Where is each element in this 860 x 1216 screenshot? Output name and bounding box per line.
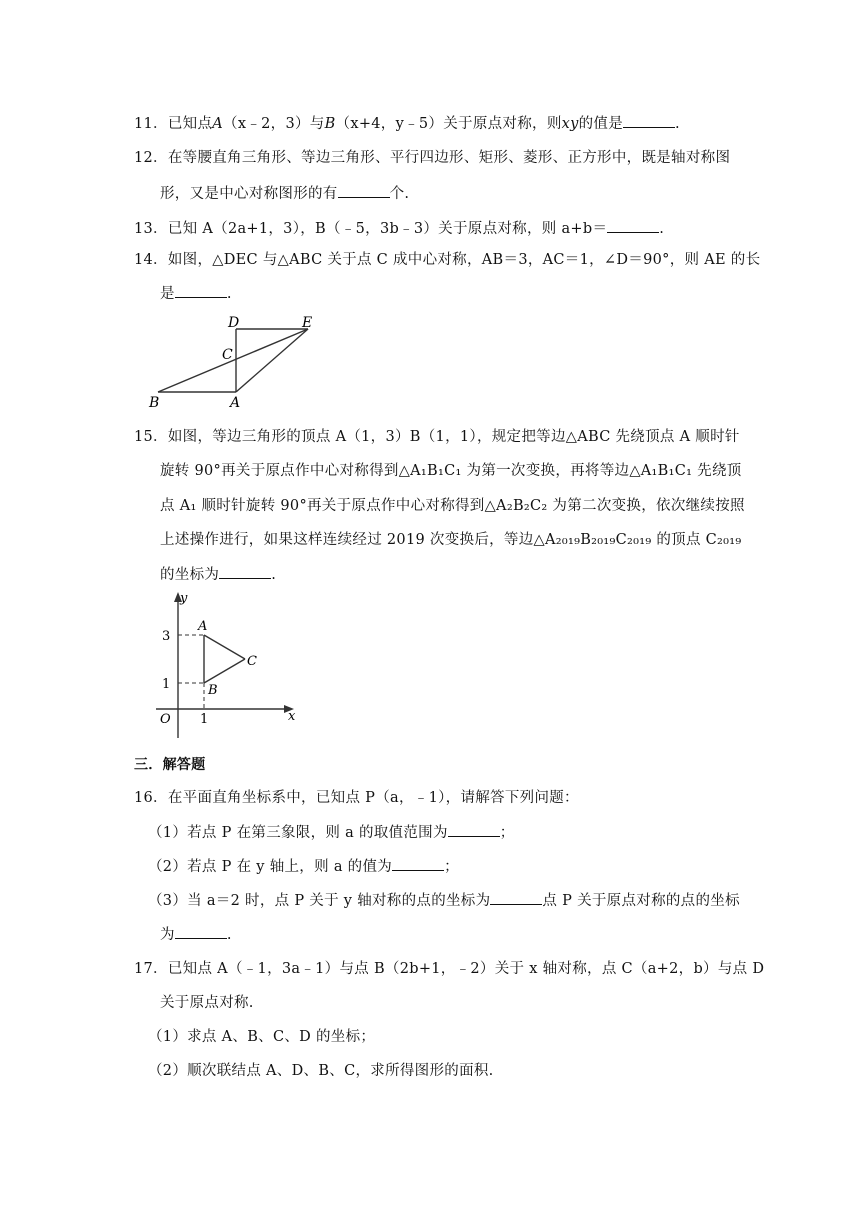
question-12: 12．在等腰直角三角形、等边三角形、平行四边形、矩形、菱形、正方形中，既是轴对称图 xyxy=(134,150,731,166)
question-17-part1: （1）求点 A、B、C、D 的坐标； xyxy=(148,1029,376,1045)
question-14-line2: 是 . xyxy=(160,283,232,304)
question-14: 14．如图，△DEC 与△ABC 关于点 C 成中心对称，AB＝3，AC＝1，∠D＝90°，则 AE 的长 xyxy=(134,252,761,268)
label-A: A xyxy=(230,395,241,410)
label-C: C xyxy=(247,654,257,669)
section-heading: 三．解答题 xyxy=(134,757,206,773)
label-A: A xyxy=(198,619,208,634)
tick-label-1: 1 xyxy=(162,677,171,692)
question-17-line2: 关于原点对称. xyxy=(160,995,254,1011)
question-16: 16．在平面直角坐标系中，已知点 P（a，﹣1），请解答下列问题： xyxy=(134,790,579,806)
answer-blank[interactable] xyxy=(175,283,227,298)
tick-label-3: 3 xyxy=(162,629,171,644)
label-C: C xyxy=(222,347,233,363)
axis-label-x: x xyxy=(288,709,296,724)
answer-blank[interactable] xyxy=(607,218,659,233)
label-E: E xyxy=(302,315,313,331)
question-17-part2: （2）顺次联结点 A、D、B、C，求所得图形的面积. xyxy=(148,1063,494,1079)
axis-label-y: y xyxy=(180,591,188,606)
label-B: B xyxy=(149,395,160,410)
question-number: 12． xyxy=(134,150,168,166)
answer-blank[interactable] xyxy=(392,856,444,871)
label-B: B xyxy=(208,683,218,698)
question-12-line2: 形，又是中心对称图形的有 个. xyxy=(160,183,409,204)
label-D: D xyxy=(228,315,240,331)
question-15-line5: 的坐标为 . xyxy=(160,564,276,585)
question-number: 14． xyxy=(134,252,168,268)
question-number: 13． xyxy=(134,221,168,237)
answer-blank[interactable] xyxy=(175,924,227,939)
figure-triangles-dec-abc xyxy=(140,310,330,410)
question-15-line2: 旋转 90°再关于原点作中心对称得到△A₁B₁C₁ 为第一次变换，再将等边△A₁B₁C₁ 先绕顶 xyxy=(160,463,742,479)
answer-blank[interactable] xyxy=(338,183,390,198)
answer-blank[interactable] xyxy=(219,564,271,579)
question-16-part2: （2）若点 P 在 y 轴上，则 a 的值为 ； xyxy=(148,856,459,877)
answer-blank[interactable] xyxy=(490,890,542,905)
origin-label: O xyxy=(160,712,171,727)
answer-blank[interactable] xyxy=(448,822,500,837)
question-17: 17．已知点 A（﹣1，3a﹣1）与点 B（2b+1，﹣2）关于 x 轴对称，点 C（a+2，b）与点 D xyxy=(134,961,765,977)
question-16-part3: （3）当 a＝2 时，点 P 关于 y 轴对称的点的坐标为 点 P 关于原点对称的点的坐标 xyxy=(148,890,740,911)
question-11: 11．已知点A（x﹣2，3）与B（x+4，y﹣5）关于原点对称，则xy的值是 . xyxy=(134,113,680,134)
question-16-part1: （1）若点 P 在第三象限，则 a 的取值范围为 ； xyxy=(148,822,515,843)
question-15: 15．如图，等边三角形的顶点 A（1，3）B（1，1），规定把等边△ABC 先绕顶点 A 顺时针 xyxy=(134,429,740,445)
question-16-part3-line2: 为 . xyxy=(160,924,232,945)
figure-coordinate-triangle xyxy=(150,588,310,744)
question-number: 17． xyxy=(134,961,168,977)
question-number: 11． xyxy=(134,116,168,132)
question-13: 13．已知 A（2a+1，3），B（﹣5，3b﹣3）关于原点对称，则 a+b＝ . xyxy=(134,218,664,239)
question-number: 16． xyxy=(134,790,168,806)
question-number: 15． xyxy=(134,429,168,445)
answer-blank[interactable] xyxy=(623,113,675,128)
question-15-line4: 上述操作进行，如果这样连续经过 2019 次变换后，等边△A₂₀₁₉B₂₀₁₉C₂₀₁₉ 的顶点 C₂₀₁₉ xyxy=(160,532,742,548)
tick-label-x1: 1 xyxy=(200,712,209,727)
question-15-line3: 点 A₁ 顺时针旋转 90°再关于原点作中心对称得到△A₂B₂C₂ 为第二次变换，依次继续按照 xyxy=(160,498,745,514)
